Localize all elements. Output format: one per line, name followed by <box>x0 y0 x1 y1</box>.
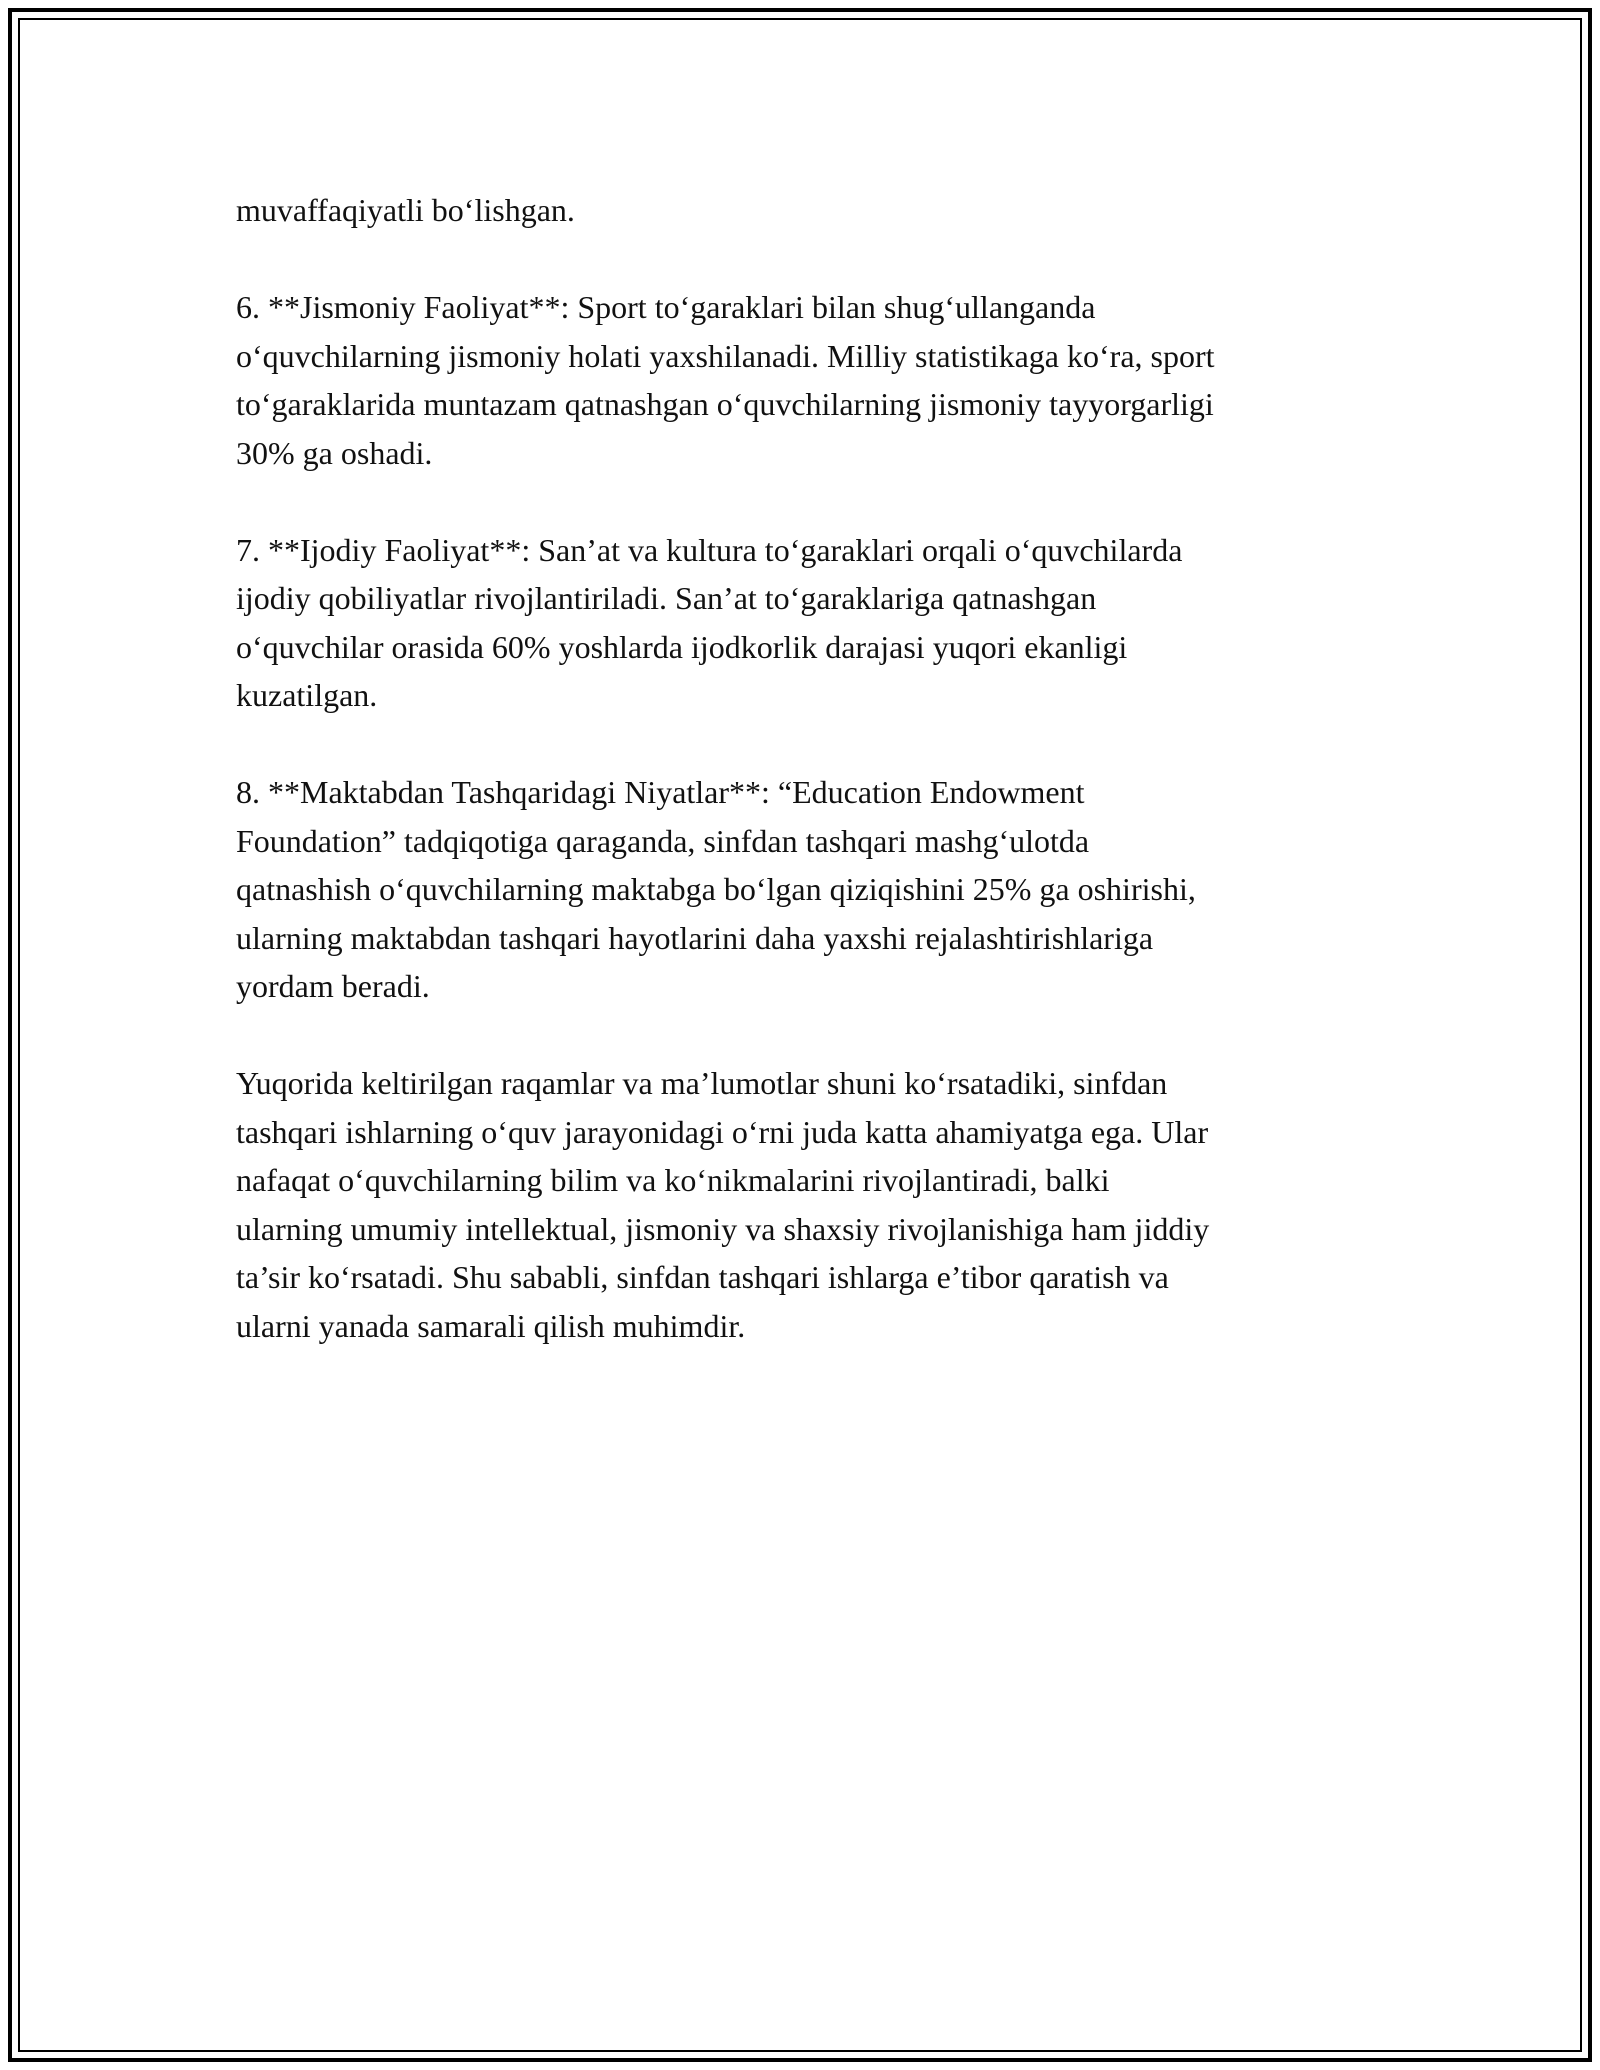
paragraph-creative-activity: 7. **Ijodiy Faoliyat**: San’at va kultura to‘garaklari orqali o‘quvchilarda ijodiy qobiliyatlar rivojlantiriladi. San’at to‘garaklariga qatnashgan o‘quvchilar orasida 60% yoshlarda ijodkorlik darajasi yuqori ekanligi kuzatilgan. <box>236 531 1183 713</box>
paragraph-conclusion: Yuqorida keltirilgan raqamlar va ma’lumotlar shuni ko‘rsatadiki, sinfdan tashqari ishlarning o‘quv jarayonidagi o‘rni juda katta ahamiyatga ega. Ular nafaqat o‘quvchilarning bilim va ko‘nikmalarini rivojlantiradi, balki ularning umumiy intellektual, jismoniy va shaxsiy rivojlanishiga ham jiddiy ta’sir ko‘rsatadi. Shu sababli, sinfdan tashqari ishlarga e’tibor qaratish va ularni yanada samarali qilish muhimdir. <box>236 1065 1210 1344</box>
paragraph-school-intentions: 8. **Maktabdan Tashqaridagi Niyatlar**: “Education Endowment Foundation” tadqiqotiga qaraganda, sinfdan tashqari mashg‘ulotda qatnashish o‘quvchilarning maktabga bo‘lgan qiziqishini 25% ga oshirishi, ularning maktabdan tashqari hayotlarini daha yaxshi rejalashtirishlariga yordam beradi. <box>236 774 1196 1004</box>
paragraph-continuation: muvaffaqiyatli bo‘lishgan. <box>236 192 575 228</box>
document-body <box>236 186 1386 1399</box>
paragraph-physical-activity: 6. **Jismoniy Faoliyat**: Sport to‘garaklari bilan shug‘ullanganda o‘quvchilarning jismoniy holati yaxshilanadi. Milliy statistikaga ko‘ra, sport to‘garaklarida muntazam qatnashgan o‘quvchilarning jismoniy tayyorgarligi 30% ga oshadi. <box>236 289 1215 471</box>
